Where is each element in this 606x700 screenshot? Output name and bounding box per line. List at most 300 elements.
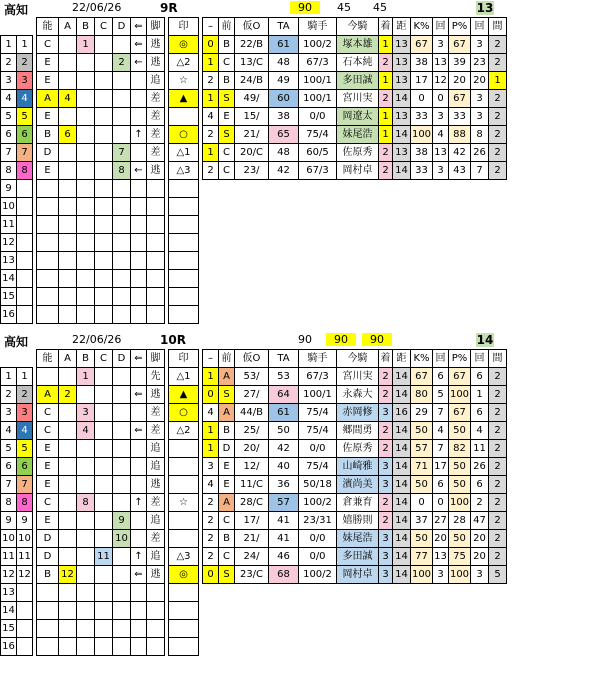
col-d <box>113 404 131 422</box>
finish: 1 <box>379 36 393 54</box>
k-count: 5 <box>433 386 449 404</box>
cell <box>235 602 269 620</box>
cell <box>337 620 379 638</box>
kari-o: 44/B <box>235 404 269 422</box>
cell <box>59 602 77 620</box>
ta-value: 36 <box>269 476 299 494</box>
column-header: 仮O <box>235 18 269 36</box>
jockey-stat: 0/0 <box>299 440 337 458</box>
leg-type: 差 <box>147 404 165 422</box>
horse-number: 15 <box>1 620 17 638</box>
cell <box>169 638 199 656</box>
distance: 13 <box>393 54 411 72</box>
jockey-stat: 0/0 <box>299 548 337 566</box>
ability-rank: E <box>37 108 59 126</box>
cell <box>131 180 147 198</box>
ta-value: 41 <box>269 530 299 548</box>
cell <box>433 638 449 656</box>
col-b: 1 <box>77 368 95 386</box>
prev: A <box>219 494 235 512</box>
k-count: 3 <box>433 566 449 584</box>
cell <box>95 306 113 324</box>
k-percent: 71 <box>411 458 433 476</box>
cell <box>489 638 507 656</box>
col-d <box>113 126 131 144</box>
table-row[interactable] <box>1 144 507 162</box>
col-m: 1 <box>203 422 219 440</box>
jockey-stat: 100/1 <box>299 386 337 404</box>
k-percent: 100 <box>411 566 433 584</box>
col-d <box>113 548 131 566</box>
cell <box>299 198 337 216</box>
cell <box>393 288 411 306</box>
venue-label: 高知 <box>4 335 29 349</box>
cell <box>37 638 59 656</box>
cell <box>95 234 113 252</box>
distance-count: 13 <box>476 1 494 15</box>
ta-value: 42 <box>269 162 299 180</box>
cell <box>169 216 199 234</box>
k-percent: 80 <box>411 386 433 404</box>
interval: 2 <box>489 144 507 162</box>
table-row[interactable] <box>1 512 507 530</box>
table-row[interactable] <box>1 494 507 512</box>
col-b <box>77 476 95 494</box>
jockey-stat: 75/4 <box>299 458 337 476</box>
table-row[interactable] <box>1 36 507 54</box>
col-d <box>113 36 131 54</box>
ability-rank: E <box>37 162 59 180</box>
cell <box>471 584 489 602</box>
k-count: 4 <box>433 126 449 144</box>
k-percent: 0 <box>411 90 433 108</box>
cell <box>113 306 131 324</box>
ability-rank: A <box>37 386 59 404</box>
column-header: A <box>59 18 77 36</box>
kari-o: 24/ <box>235 548 269 566</box>
frame-number <box>17 180 33 198</box>
cell <box>379 602 393 620</box>
distance: 13 <box>393 108 411 126</box>
k-percent: 50 <box>411 422 433 440</box>
column-header: 回 <box>471 18 489 36</box>
p-percent: 67 <box>449 368 471 386</box>
jockey-stat: 23/31 <box>299 512 337 530</box>
k-count: 3 <box>433 108 449 126</box>
ta-value: 57 <box>269 494 299 512</box>
kari-o: 25/ <box>235 422 269 440</box>
cell <box>449 252 471 270</box>
ta-value: 38 <box>269 108 299 126</box>
cell <box>203 288 219 306</box>
cell <box>37 234 59 252</box>
date-label: 22/06/26 <box>72 333 122 346</box>
frame-number: 8 <box>17 162 33 180</box>
cell <box>113 270 131 288</box>
col-a: 6 <box>59 126 77 144</box>
jockey-stat: 50/18 <box>299 476 337 494</box>
horse-number: 8 <box>1 494 17 512</box>
empty-row <box>1 602 507 620</box>
table-row[interactable] <box>1 368 507 386</box>
col-m: 1 <box>203 368 219 386</box>
finish: 2 <box>379 386 393 404</box>
finish: 2 <box>379 494 393 512</box>
mark: ○ <box>169 126 199 144</box>
mark: ☆ <box>169 494 199 512</box>
cell <box>77 180 95 198</box>
finish: 1 <box>379 126 393 144</box>
empty-row <box>1 180 507 198</box>
p-percent: 67 <box>449 36 471 54</box>
cell <box>203 306 219 324</box>
empty-row <box>1 216 507 234</box>
horse-number: 16 <box>1 306 17 324</box>
cell <box>131 306 147 324</box>
p-percent: 67 <box>449 90 471 108</box>
p-percent: 82 <box>449 440 471 458</box>
cell <box>269 234 299 252</box>
p-percent: 100 <box>449 566 471 584</box>
cell <box>269 638 299 656</box>
cell <box>219 252 235 270</box>
cell <box>235 234 269 252</box>
cell <box>269 620 299 638</box>
cell <box>411 584 433 602</box>
kari-o: 21/ <box>235 126 269 144</box>
col-d <box>113 422 131 440</box>
k-percent: 33 <box>411 108 433 126</box>
column-header: A <box>59 350 77 368</box>
cell <box>449 180 471 198</box>
prev: A <box>219 404 235 422</box>
p-percent: 88 <box>449 126 471 144</box>
cell <box>449 306 471 324</box>
p-count: 1 <box>471 386 489 404</box>
table-row[interactable] <box>1 548 507 566</box>
finish: 3 <box>379 476 393 494</box>
jockey-name: 妹尾浩 <box>337 126 379 144</box>
mark <box>169 476 199 494</box>
col-c <box>95 566 113 584</box>
column-header: 前 <box>219 18 235 36</box>
table-row[interactable] <box>1 530 507 548</box>
cell <box>131 620 147 638</box>
k-count: 4 <box>433 422 449 440</box>
horse-number: 13 <box>1 584 17 602</box>
ta-value: 65 <box>269 126 299 144</box>
frame-number <box>17 620 33 638</box>
table-row[interactable] <box>1 458 507 476</box>
cell <box>379 638 393 656</box>
empty-row <box>1 620 507 638</box>
kari-o: 27/ <box>235 386 269 404</box>
prev: C <box>219 54 235 72</box>
ability-rank: C <box>37 36 59 54</box>
k-count: 12 <box>433 72 449 90</box>
cell <box>77 602 95 620</box>
cell <box>269 288 299 306</box>
column-header: 着 <box>379 18 393 36</box>
frame-number: 2 <box>17 386 33 404</box>
cell <box>113 584 131 602</box>
table-row[interactable] <box>1 162 507 180</box>
cell <box>489 252 507 270</box>
cell <box>113 602 131 620</box>
top-value: 90 <box>362 333 392 346</box>
col-a <box>59 440 77 458</box>
col-m: 1 <box>203 440 219 458</box>
cell <box>235 288 269 306</box>
cell <box>269 252 299 270</box>
interval: 2 <box>489 512 507 530</box>
frame-number: 1 <box>17 368 33 386</box>
cell <box>411 620 433 638</box>
cell <box>471 288 489 306</box>
empty-row <box>1 584 507 602</box>
k-percent: 29 <box>411 404 433 422</box>
col-d <box>113 458 131 476</box>
cell <box>489 288 507 306</box>
frame-number: 9 <box>17 512 33 530</box>
k-percent: 67 <box>411 36 433 54</box>
jockey-stat: 0/0 <box>299 530 337 548</box>
race-table <box>0 349 507 656</box>
cell <box>393 180 411 198</box>
mark: △2 <box>169 422 199 440</box>
cell <box>59 306 77 324</box>
table-row[interactable] <box>1 108 507 126</box>
table-row[interactable] <box>1 90 507 108</box>
arrow <box>131 530 147 548</box>
jockey-stat: 75/4 <box>299 422 337 440</box>
col-c <box>95 36 113 54</box>
arrow <box>131 72 147 90</box>
cell <box>433 180 449 198</box>
cell <box>471 198 489 216</box>
cell <box>269 602 299 620</box>
table-row[interactable] <box>1 476 507 494</box>
interval: 2 <box>489 440 507 458</box>
column-header: – <box>203 18 219 36</box>
cell <box>131 584 147 602</box>
cell <box>393 602 411 620</box>
kari-o: 12/ <box>235 458 269 476</box>
col-c <box>95 108 113 126</box>
interval: 1 <box>489 72 507 90</box>
frame-number: 11 <box>17 548 33 566</box>
cell <box>131 638 147 656</box>
race-table <box>0 17 507 324</box>
jockey-name: 濱尚美 <box>337 476 379 494</box>
kari-o: 28/C <box>235 494 269 512</box>
horse-number: 10 <box>1 198 17 216</box>
col-b <box>77 458 95 476</box>
leg-type: 差 <box>147 494 165 512</box>
jockey-name: 嬉勝則 <box>337 512 379 530</box>
jockey-stat: 75/4 <box>299 404 337 422</box>
table-row[interactable] <box>1 126 507 144</box>
cell <box>449 602 471 620</box>
table-row[interactable] <box>1 422 507 440</box>
frame-number: 5 <box>17 108 33 126</box>
col-c <box>95 90 113 108</box>
cell <box>37 216 59 234</box>
cell <box>489 216 507 234</box>
prev: C <box>219 548 235 566</box>
cell <box>235 620 269 638</box>
column-header: 仮O <box>235 350 269 368</box>
cell <box>489 306 507 324</box>
column-header: 能 <box>37 350 59 368</box>
ta-value: 68 <box>269 566 299 584</box>
race-number: 9R <box>160 1 178 15</box>
cell <box>449 216 471 234</box>
table-row[interactable] <box>1 566 507 584</box>
p-count: 6 <box>471 404 489 422</box>
frame-number <box>17 602 33 620</box>
distance: 16 <box>393 404 411 422</box>
cell <box>337 584 379 602</box>
p-count: 20 <box>471 72 489 90</box>
cell <box>219 584 235 602</box>
table-row[interactable] <box>1 404 507 422</box>
cell <box>235 216 269 234</box>
leg-type: 追 <box>147 548 165 566</box>
leg-type: 逃 <box>147 36 165 54</box>
kari-o: 23/C <box>235 566 269 584</box>
cell <box>235 306 269 324</box>
leg-type: 逃 <box>147 386 165 404</box>
cell <box>219 270 235 288</box>
mark: △1 <box>169 368 199 386</box>
cell <box>147 306 165 324</box>
cell <box>95 638 113 656</box>
mark: ◎ <box>169 566 199 584</box>
cell <box>131 234 147 252</box>
table-row[interactable] <box>1 440 507 458</box>
cell <box>393 252 411 270</box>
cell <box>235 180 269 198</box>
col-b: 8 <box>77 494 95 512</box>
col-d <box>113 566 131 584</box>
cell <box>433 270 449 288</box>
cell <box>299 234 337 252</box>
cell <box>59 270 77 288</box>
finish: 3 <box>379 566 393 584</box>
jockey-name: 石本純 <box>337 54 379 72</box>
col-c <box>95 530 113 548</box>
p-count: 3 <box>471 90 489 108</box>
arrow: ↑ <box>131 126 147 144</box>
jockey-name: 倉兼育 <box>337 494 379 512</box>
empty-row <box>1 270 507 288</box>
jockey-name: 岡遼太 <box>337 108 379 126</box>
mark: △3 <box>169 548 199 566</box>
distance: 14 <box>393 162 411 180</box>
frame-number: 12 <box>17 566 33 584</box>
table-row[interactable] <box>1 386 507 404</box>
cell <box>299 270 337 288</box>
cell <box>147 252 165 270</box>
col-a <box>59 476 77 494</box>
distance: 14 <box>393 126 411 144</box>
cell <box>95 198 113 216</box>
cell <box>269 306 299 324</box>
horse-number: 4 <box>1 422 17 440</box>
cell <box>37 584 59 602</box>
cell <box>59 638 77 656</box>
kari-o: 17/ <box>235 512 269 530</box>
table-row[interactable] <box>1 72 507 90</box>
distance: 14 <box>393 512 411 530</box>
cell <box>411 306 433 324</box>
ta-value: 61 <box>269 36 299 54</box>
cell <box>379 288 393 306</box>
ability-rank: C <box>37 404 59 422</box>
ta-value: 64 <box>269 386 299 404</box>
cell <box>77 198 95 216</box>
column-header: ⇐ <box>131 350 147 368</box>
col-a: 4 <box>59 90 77 108</box>
col-a <box>59 458 77 476</box>
col-b <box>77 440 95 458</box>
table-row[interactable] <box>1 54 507 72</box>
cell <box>113 180 131 198</box>
prev: B <box>219 36 235 54</box>
col-a <box>59 162 77 180</box>
col-c <box>95 404 113 422</box>
kari-o: 22/B <box>235 36 269 54</box>
cell <box>95 620 113 638</box>
cell <box>299 602 337 620</box>
arrow <box>131 144 147 162</box>
frame-number <box>17 252 33 270</box>
cell <box>203 216 219 234</box>
top-value: 90 <box>326 333 356 346</box>
jockey-stat: 100/2 <box>299 36 337 54</box>
jockey-name: 多田誠 <box>337 548 379 566</box>
arrow <box>131 108 147 126</box>
interval: 2 <box>489 36 507 54</box>
ability-rank: E <box>37 54 59 72</box>
cell <box>95 252 113 270</box>
cell <box>433 252 449 270</box>
jockey-stat: 67/3 <box>299 162 337 180</box>
cell <box>269 584 299 602</box>
cell <box>489 602 507 620</box>
cell <box>77 638 95 656</box>
col-b <box>77 72 95 90</box>
k-count: 13 <box>433 54 449 72</box>
col-d: 10 <box>113 530 131 548</box>
horse-number: 14 <box>1 602 17 620</box>
cell <box>299 252 337 270</box>
p-count: 6 <box>471 476 489 494</box>
cell <box>379 252 393 270</box>
k-count: 6 <box>433 476 449 494</box>
cell <box>269 198 299 216</box>
cell <box>203 584 219 602</box>
col-a <box>59 54 77 72</box>
finish: 3 <box>379 530 393 548</box>
jockey-name: 岡村卓 <box>337 566 379 584</box>
col-m: 0 <box>203 36 219 54</box>
distance: 14 <box>393 548 411 566</box>
cell <box>449 234 471 252</box>
cell <box>147 620 165 638</box>
cell <box>169 234 199 252</box>
